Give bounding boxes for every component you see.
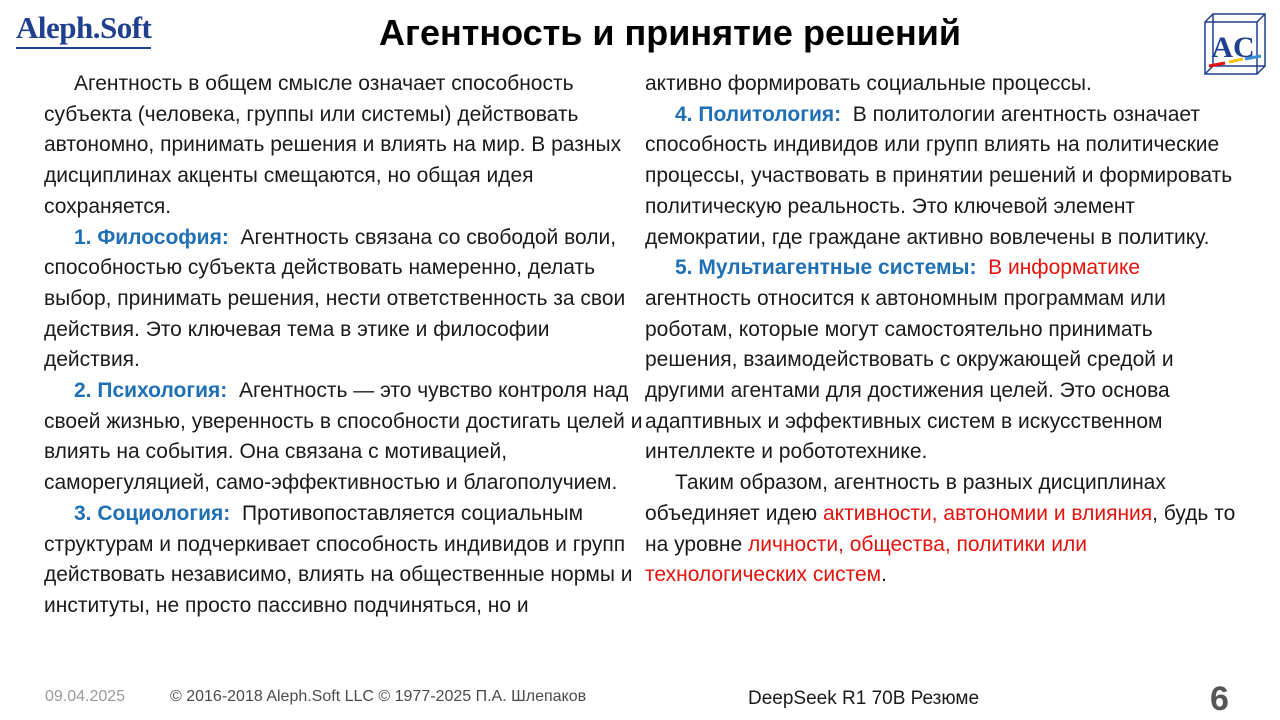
item-text: агентность относится к автономным программам или роботам, которые могут самостоятельно принимать решения, взаимодействовать с окружающей средой и другими агентами для достижения целей. Это основа адаптивных и эффективных систем в искусственном интеллекте и робототехнике. (645, 286, 1174, 464)
item-heading: 5. Мультиагентные системы: (675, 256, 977, 280)
item-heading: 2. Психология: (74, 379, 228, 403)
item-politology (645, 100, 1245, 254)
right-column (645, 69, 1245, 591)
ac-logo-text: AC (1211, 31, 1255, 64)
item-heading: 4. Политология: (675, 102, 842, 126)
conclusion-text: Таким образом, агентность в разных дисциплинах объединяет идею (645, 471, 1166, 525)
page-title: Агентность и принятие решений (378, 12, 961, 53)
item-sociology (44, 499, 644, 622)
item-psychology (44, 376, 644, 499)
item-heading: 1. Философия: (74, 225, 229, 249)
item-text: Противопоставляется социальным структурам и подчеркивает способность индивидов и групп действовать независимо, влиять на общественные нормы и институты, не просто пассивно подчиняться, но и (44, 501, 633, 617)
item-text: Агентность — это чувство контроля над своей жизнью, уверенность в способности достигать целей и влиять на события. Она связана с мотивацией, саморегуляцией, само-эффективностью и благополучием. (44, 379, 643, 495)
footer-copyright: © 2016-2018 Aleph.Soft LLC © 1977-2025 П.А. Шлепаков (170, 688, 587, 705)
item-highlight: В информатике (988, 256, 1141, 280)
conclusion-highlight: активности, автономии и влияния (823, 501, 1153, 525)
conclusion-text: , будь то на уровне (645, 501, 1236, 556)
item-philosophy (44, 223, 644, 377)
logo-underline (16, 47, 151, 49)
conclusion-paragraph (645, 468, 1245, 591)
logo-text: Aleph.Soft (16, 10, 152, 45)
item-multiagent (645, 253, 1245, 468)
sociology-continuation: активно формировать социальные процессы. (645, 72, 1092, 95)
ac-logo-icon (1203, 12, 1267, 76)
item-text: Агентность связана со свободой воли, способностью субъекта действовать намеренно, делать выбор, принимать решения, нести ответственность за свои действия. Это ключевая тема в этике и философии действия. (44, 225, 626, 372)
aleph-soft-logo (16, 10, 151, 46)
intro-paragraph: Агентность в общем смысле означает способность субъекта (человека, группы или системы) действовать автономно, принимать решения и влиять на мир. В разных дисциплинах акценты смещаются, но общая идея сохраняется. (44, 72, 622, 218)
left-column (44, 69, 644, 622)
footer-doc-title: DeepSeek R1 70B Резюме (748, 688, 980, 709)
footer-date: 09.04.2025 (45, 688, 126, 705)
conclusion-highlight: личности, общества, политики или технологических систем (645, 532, 1087, 587)
conclusion-text: . (881, 563, 887, 587)
item-text: В политологии агентность означает способность индивидов или групп влиять на политические процессы, участвовать в принятии решений и формировать политическую реальность. Это ключевой элемент демократии, где граждане активно вовлечены в политику. (645, 102, 1233, 249)
page-number: 6 (1210, 680, 1229, 718)
item-heading: 3. Социология: (74, 501, 231, 525)
